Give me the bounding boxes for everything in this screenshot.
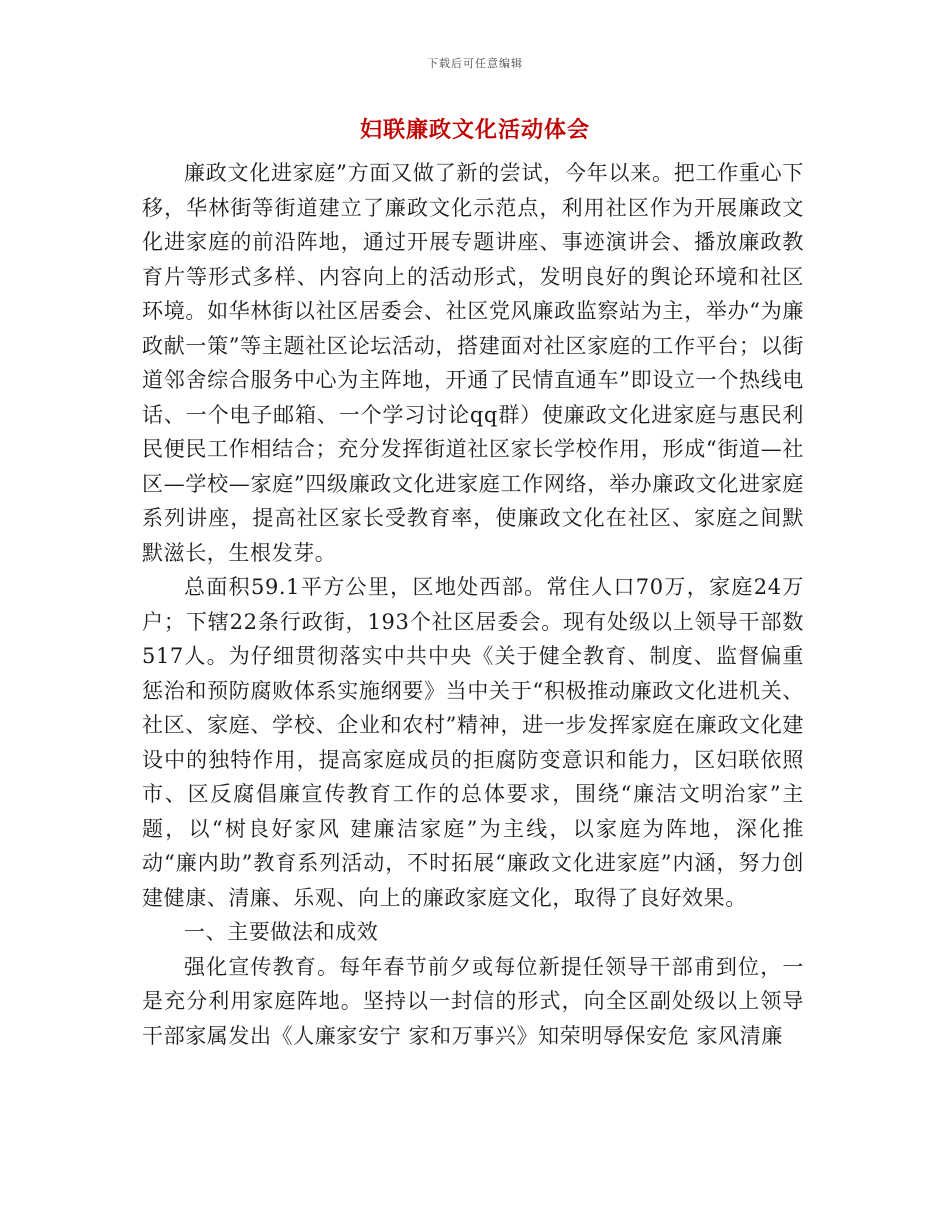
paragraph-2: 总面积59.1平方公里，区地处西部。常住人口70万，家庭24万户；下辖22条行政街，193个社区居委会。现有处级以上领导干部数517人。为仔细贯彻落实中共中央《关于健全教育、制度、监督偏重惩治和预防腐败体系实施纲要》当中关于“积极推动廉政文化进机关、社区、家庭、学校、企业和农村”精神，进一步发挥家庭在廉政文化建设中的独特作用，提高家庭成员的拒腐防变意识和能力，区妇联依照市、区反腐倡廉宣传教育工作的总体要求，围绕“廉洁文明治家”主题，以“树良好家风 建廉洁家庭”为主线，以家庭为阵地，深化推动“廉内助”教育系列活动，不时拓展“廉政文化进家庭”内涵，努力创建健康、清廉、乐观、向上的廉政家庭文化，取得了良好效果。 bbox=[142, 575, 804, 910]
paragraph-1: 廉政文化进家庭”方面又做了新的尝试，今年以来。把工作重心下移，华林街等街道建立了廉政文化示范点，利用社区作为开展廉政文化进家庭的前沿阵地，通过开展专题讲座、事迹演讲会、播放廉政教育片等形式多样、内容向上的活动形式，发明良好的舆论环境和社区环境。如华林街以社区居委会、社区党风廉政监察站为主，举办“为廉政献一策”等主题社区论坛活动，搭建面对社区家庭的工作平台；以街道邻舍综合服务中心为主阵地，开通了民情直通车”即设立一个热线电话、一个电子邮箱、一个学习讨论qq群）使廉政文化进家庭与惠民利民便民工作相结合；充分发挥街道社区家长学校作用，形成“街道—社区—学校—家庭”四级廉政文化进家庭工作网络，举办廉政文化进家庭系列讲座，提高社区家长受教育率，使廉政文化在社区、家庭之间默默滋长，生根发芽。 bbox=[142, 161, 804, 565]
document-title: 妇联廉政文化活动体会 bbox=[359, 117, 590, 143]
document-body bbox=[142, 156, 804, 1053]
header-note: 下载后可任意编辑 bbox=[427, 57, 523, 70]
paragraph-3: 强化宣传教育。每年春节前夕或每位新提任领导干部甫到位，一是充分利用家庭阵地。坚持以一封信的形式，向全区副处级以上领导干部家属发出《人廉家安宁 家和万事兴》知荣明辱保安危 家风清廉 bbox=[142, 954, 804, 1048]
section-heading: 一、主要做法和成效 bbox=[184, 920, 379, 944]
